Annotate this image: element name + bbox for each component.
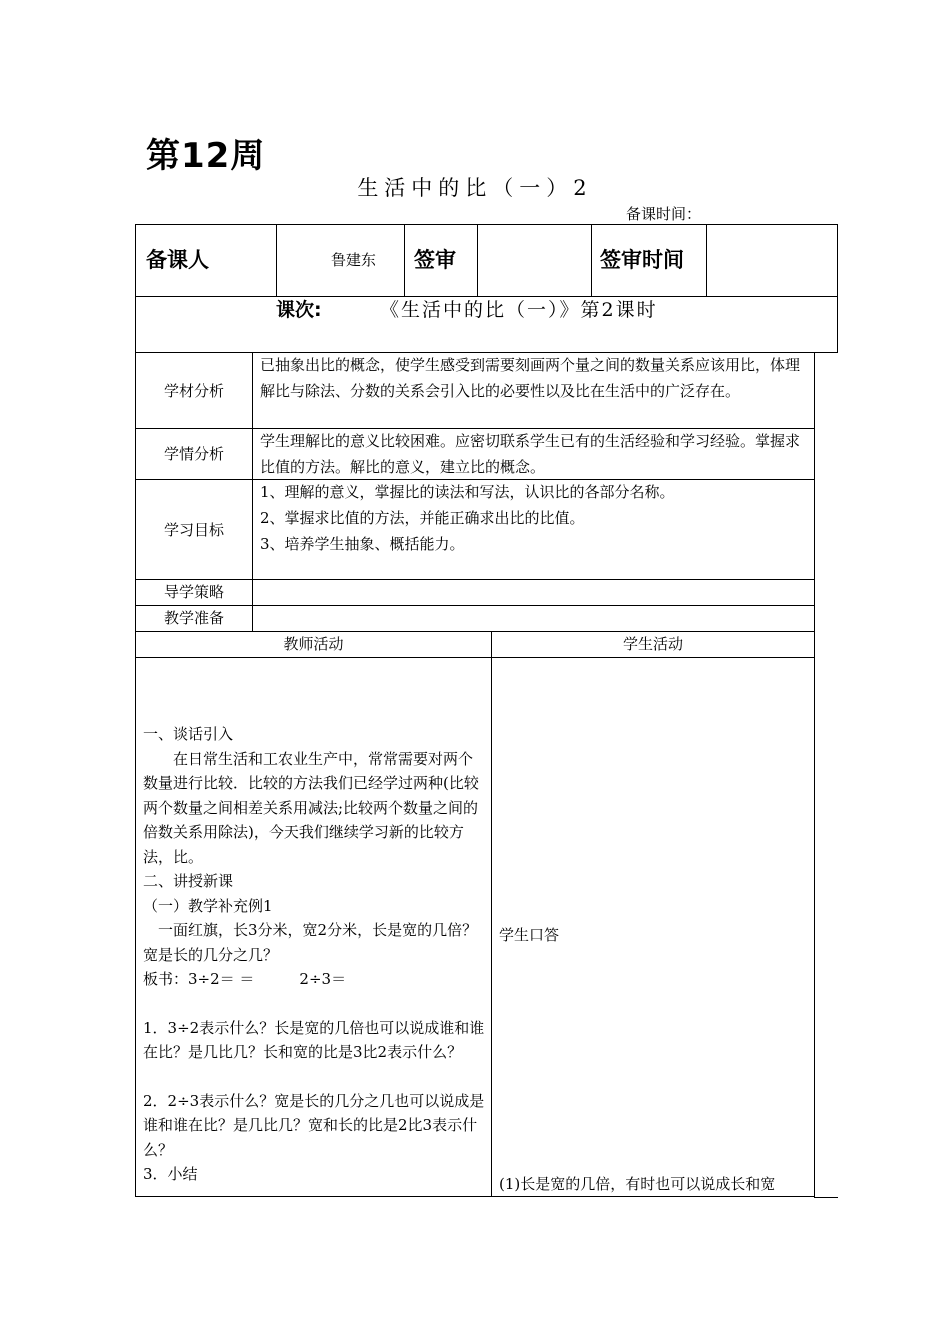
review-time-label: 签审时间 [600,248,684,272]
lesson-title: 生活中的比（一）2 [357,176,593,200]
teacher-line: 一、谈话引入 [143,725,234,743]
teacher-line: 1．3÷2表示什么？长是宽的几倍也可以说成谁和谁在比？是几比几？长和宽的比是3比2表示什么？ [143,1018,485,1061]
preparer-label: 备课人 [146,248,209,272]
lesson-label: 课次: [276,299,322,321]
student-note: (1)长是宽的几倍，有时也可以说成长和宽 [499,1175,776,1193]
teacher-line: 在日常生活和工农业生产中，常常需要对两个数量进行比较．比较的方法我们已经学过两种(比较两个数量之间相差关系用减法;比较两个数量之间的倍数关系用除法)，今天我们继续学习新的比较方法，比。 [143,749,479,866]
material-label: 学材分析 [163,382,224,400]
teacher-activity-content [143,673,486,1211]
student-answer: 学生口答 [499,926,560,944]
preparer-name: 鲁建东 [331,251,377,269]
situation-label: 学情分析 [163,445,224,463]
goals-list [260,479,812,557]
teacher-line [143,992,486,1016]
goal-item: 3、培养学生抽象、概括能力。 [260,535,465,553]
review-label: 签审 [414,248,456,272]
teacher-line: 二、讲授新课 [143,872,234,890]
teacher-line: 一面红旗，长3分米，宽2分米，长是宽的几倍？宽是长的几分之几？ [143,921,478,964]
goals-label: 学习目标 [163,521,224,539]
teacher-activity-header: 教师活动 [283,635,344,653]
student-activity-header: 学生活动 [622,635,683,653]
situation-text: 学生理解比的意义比较困难。应密切联系学生已有的生活经验和学习经验。掌握求比值的方法。解比的意义，建立比的概念。 [260,432,801,476]
goal-item: 2、掌握求比值的方法，并能正确求出比的比值。 [260,509,585,527]
goal-item: 1、理解的意义，掌握比的读法和写法，认识比的各部分名称。 [260,483,675,501]
teacher-line [143,1065,486,1089]
teacher-line: 3．小结 [143,1165,198,1183]
strategy-label: 导学策略 [163,583,224,601]
lesson-value: 《生活中的比（一）》第2课时 [380,299,658,321]
teacher-line: 板书：3÷2＝ ＝ 2÷3＝ [143,970,347,988]
teacher-line: 2．2÷3表示什么？宽是长的几分之几也可以说成是谁和谁在比？是几比几？宽和长的比是2比3表示什么？ [143,1091,485,1159]
prep-time-label: 备课时间： [626,205,702,223]
teaching-prep-label: 教学准备 [163,609,224,627]
teacher-line: （一）教学补充例1 [143,896,273,915]
week-heading: 第12周 [146,136,266,176]
material-text: 已抽象出比的概念，使学生感受到需要刻画两个量之间的数量关系应该用比，体理解比与除法、分数的关系会引入比的必要性以及比在生活中的广泛存在。 [260,356,801,400]
